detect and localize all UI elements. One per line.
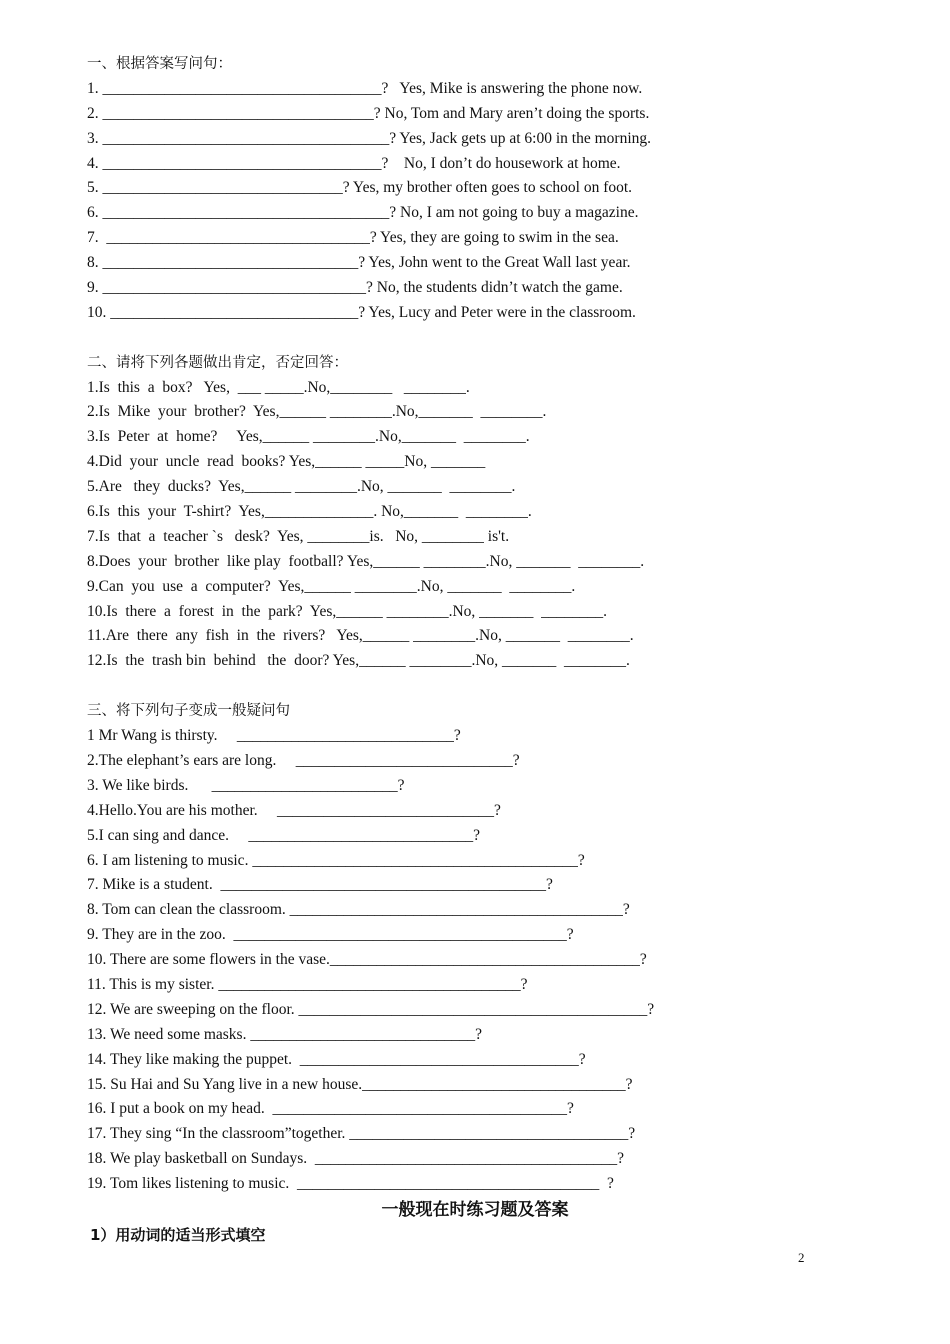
section-1-item: 2. ___________________________________? No, Tom and Mary aren’t doing the sports.: [87, 104, 650, 122]
section-2-item: 12.Is the trash bin behind the door? Yes,______ ________.No, _______ ________.: [87, 652, 630, 670]
section-3-item: 16. I put a book on my head. ______________________________________?: [87, 1100, 574, 1118]
section-1-list: [87, 77, 877, 326]
section-3-item: 7. Mike is a student. __________________________________________?: [87, 876, 553, 894]
section-1-heading: 一、根据答案写问句：: [87, 56, 232, 72]
section-1-item: 4. ____________________________________? No, I don’t do housework at home.: [87, 154, 621, 172]
section-3-item: 19. Tom likes listening to music. _______________________________________ ?: [87, 1175, 614, 1193]
page-number: 2: [798, 1250, 805, 1265]
section-2-item: 8.Does your brother like play football? Yes,______ ________.No, _______ ________.: [87, 552, 645, 570]
section-3-item: 2.The elephant’s ears are long. ____________________________?: [87, 751, 520, 769]
section-2-item: 6.Is this your T-shirt? Yes,______________. No,_______ ________.: [87, 503, 532, 521]
section-spacer: [87, 674, 877, 699]
section-1-item: 3. _____________________________________? Yes, Jack gets up at 6:00 in the morning.: [87, 129, 652, 147]
section-3-item: 13. We need some masks. _____________________________?: [87, 1025, 482, 1043]
section-3-item: 11. This is my sister. _______________________________________?: [87, 975, 528, 993]
section-3-item: 4.Hello.You are his mother. ____________________________?: [87, 801, 501, 819]
section-3-item: 12. We are sweeping on the floor. _____________________________________________?: [87, 1000, 655, 1018]
section-1-item: 8. _________________________________? Yes, John went to the Great Wall last year.: [87, 254, 631, 272]
section-2-item: 10.Is there a forest in the park? Yes,______ ________.No, _______ ________.: [87, 602, 608, 620]
section-1-item: 5. _______________________________? Yes, my brother often goes to school on foot.: [87, 179, 633, 197]
section-1-item: 6. _____________________________________? No, I am not going to buy a magazine.: [87, 204, 639, 222]
section-3-item: 8. Tom can clean the classroom. ___________________________________________?: [87, 901, 630, 919]
worksheet-body: [87, 52, 877, 1197]
section-2-item: 11.Are there any fish in the rivers? Yes,______ ________.No, _______ ________.: [87, 627, 634, 645]
section-spacer: [87, 326, 877, 351]
section-2-item: 4.Did your uncle read books? Yes,______ _____No, _______: [87, 453, 486, 471]
section-3-item: 5.I can sing and dance. _____________________________?: [87, 826, 481, 844]
section-2-item: 3.Is Peter at home? Yes,______ ________.No,_______ ________.: [87, 428, 530, 446]
section-3-item: 17. They sing “In the classroom”together. ____________________________________?: [87, 1125, 636, 1143]
section-1-item: 9. __________________________________? No, the students didn’t watch the game.: [87, 279, 623, 297]
section-3-item: 1 Mr Wang is thirsty. ____________________________?: [87, 727, 461, 745]
section-3-item: 14. They like making the puppet. ____________________________________?: [87, 1050, 586, 1068]
section-3-item: 9. They are in the zoo. ___________________________________________?: [87, 926, 574, 944]
section-3-item: 6. I am listening to music. __________________________________________?: [87, 851, 585, 869]
section-2-item: 9.Can you use a computer? Yes,______ ________.No, _______ ________.: [87, 577, 576, 595]
section-2-item: 2.Is Mike your brother? Yes,______ ________.No,_______ ________.: [87, 403, 547, 421]
section-2-item: 1.Is this a box? Yes, ___ _____.No,________ ________.: [87, 378, 470, 396]
section-2-list: [87, 376, 877, 675]
section-3-item: 18. We play basketball on Sundays. _______________________________________?: [87, 1150, 625, 1168]
section-3-heading: 三、将下列句子变成一般疑问句: [87, 703, 290, 720]
section-1-item: 10. ________________________________? Yes, Lucy and Peter were in the classroom.: [87, 303, 636, 321]
section-2-item: 7.Is that a teacher `s desk? Yes, ________is. No, ________ is't.: [87, 527, 510, 545]
section-3-item: 3. We like birds. ________________________?: [87, 776, 405, 794]
exercise-subheading: 1）用动词的适当形式填空: [90, 1226, 266, 1244]
section-3-item: 15. Su Hai and Su Yang live in a new house.__________________________________?: [87, 1075, 633, 1093]
document-title: 一般现在时练习题及答案: [381, 1200, 569, 1220]
section-1-item: 1. ____________________________________? Yes, Mike is answering the phone now.: [87, 79, 643, 97]
section-3-list: [87, 724, 877, 1197]
section-2-item: 5.Are they ducks? Yes,______ ________.No, _______ ________.: [87, 478, 516, 496]
section-1-item: 7. __________________________________? Yes, they are going to swim in the sea.: [87, 229, 619, 247]
section-2-heading: 二、请将下列各题做出肯定，否定回答：: [87, 354, 348, 371]
section-3-item: 10. There are some flowers in the vase.________________________________________?: [87, 951, 647, 969]
